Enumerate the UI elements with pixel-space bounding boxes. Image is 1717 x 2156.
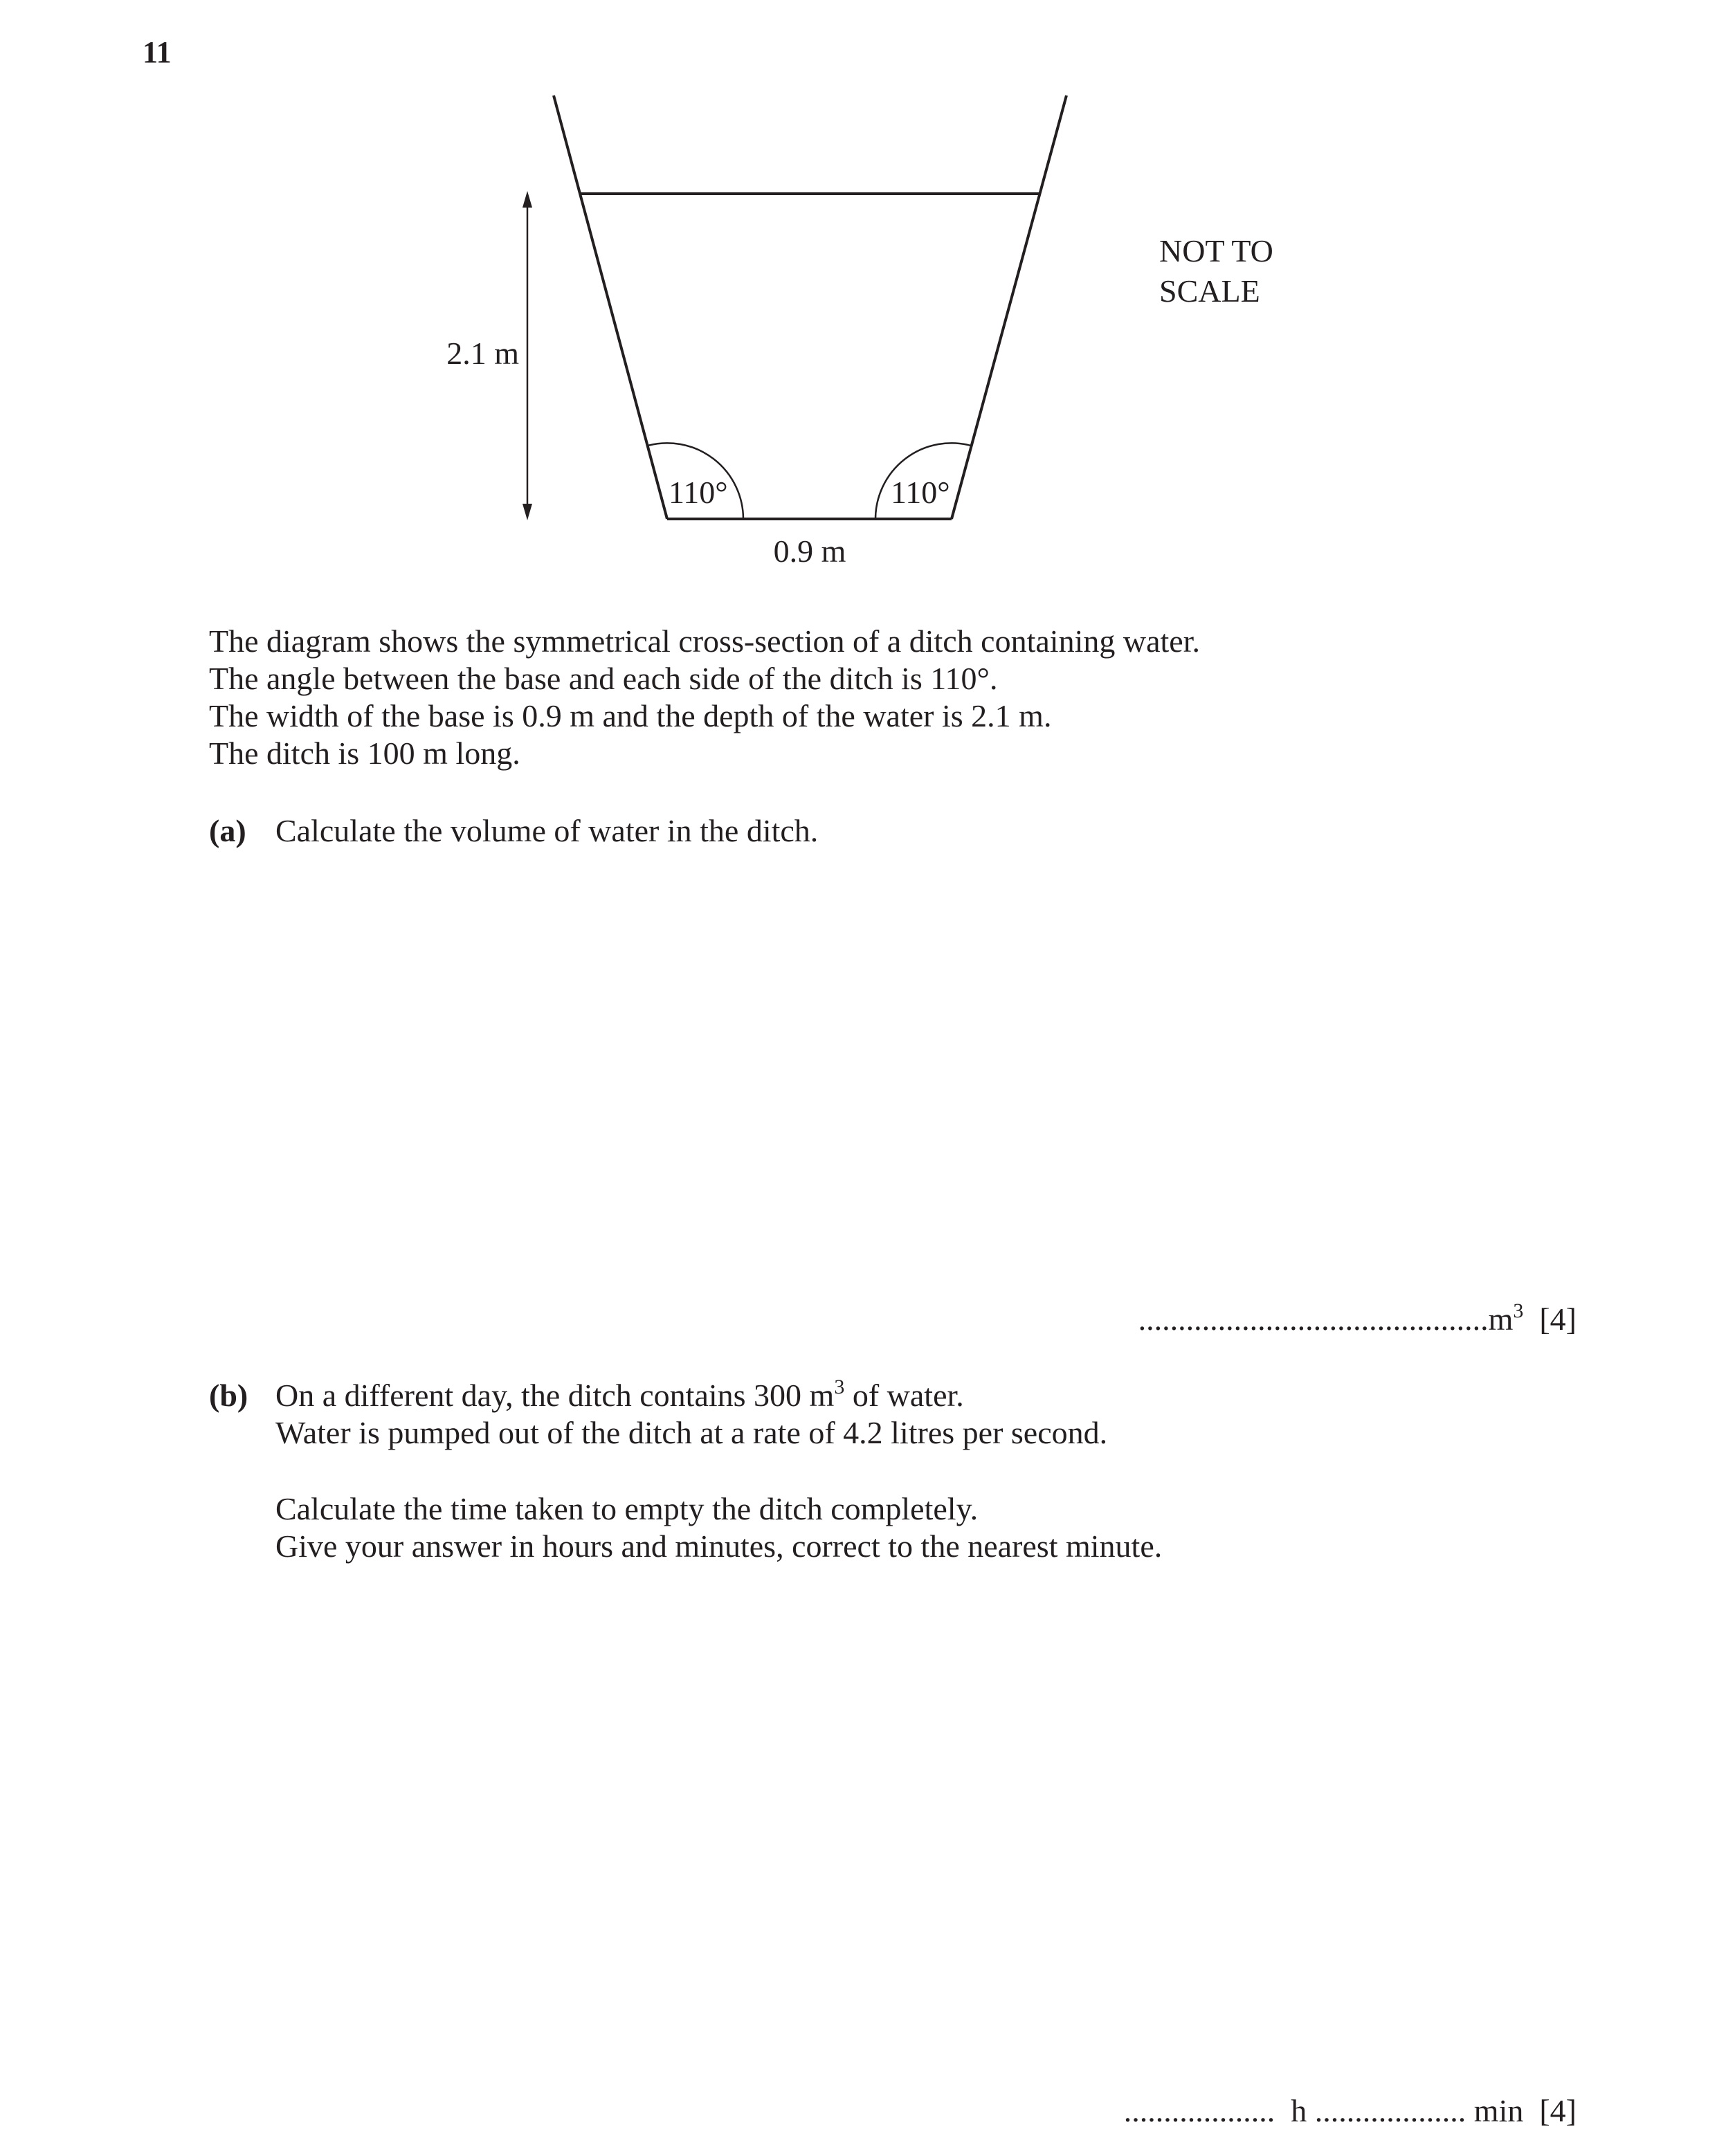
part-b-answer-hours-dots: ................... <box>1123 2093 1275 2128</box>
part-b-line-1: On a different day, the ditch contains 300 m <box>275 1378 835 1413</box>
part-b-line-3: Calculate the time taken to empty the ditch completely. <box>275 1491 979 1526</box>
base-width-label: 0.9 m <box>773 533 846 569</box>
part-b-line-4: Give your answer in hours and minutes, correct to the nearest minute. <box>275 1528 1163 1564</box>
left-angle-label: 110° <box>669 475 728 510</box>
ditch-left-side <box>554 95 667 519</box>
part-b-marks: [4] <box>1539 2093 1577 2128</box>
part-b-question <box>275 1377 1162 1565</box>
part-b-label: (b) <box>209 1378 248 1413</box>
part-a-question: Calculate the volume of water in the ditch. <box>275 813 819 848</box>
depth-dimension-arrow <box>523 191 532 520</box>
part-a-answer-dots: ............................................ <box>1138 1301 1489 1337</box>
part-a-label: (a) <box>209 813 246 848</box>
part-b-line-1-end: of water. <box>844 1378 964 1413</box>
ditch-cross-section-diagram <box>0 0 1717 609</box>
part-a-answer-unit: m <box>1488 1301 1514 1337</box>
intro-line-2: The angle between the base and each side of the ditch is 110°. <box>209 661 998 696</box>
part-b-volume-power: 3 <box>834 1376 845 1398</box>
part-b-answer-minutes-dots: ................... <box>1314 2093 1466 2128</box>
part-b-answer-hours-unit: h <box>1291 2093 1307 2128</box>
intro-line-1: The diagram shows the symmetrical cross-section of a ditch containing water. <box>209 623 1200 659</box>
question-intro <box>209 623 1200 772</box>
part-b-answer-line[interactable] <box>1124 2092 1577 2129</box>
intro-line-3: The width of the base is 0.9 m and the depth of the water is 2.1 m. <box>209 698 1052 733</box>
intro-line-4: The ditch is 100 m long. <box>209 736 520 771</box>
part-a-marks: [4] <box>1539 1301 1577 1337</box>
part-a-answer-unit-power: 3 <box>1513 1299 1524 1322</box>
depth-label: 2.1 m <box>446 336 519 371</box>
part-b-answer-minutes-unit: min <box>1473 2093 1524 2128</box>
ditch-right-side <box>952 95 1066 519</box>
part-a-answer-line[interactable] <box>1138 1301 1577 1337</box>
not-to-scale-note-line2: SCALE <box>1159 273 1260 309</box>
question-number: 11 <box>143 35 172 69</box>
right-angle-label: 110° <box>891 475 950 510</box>
part-b-line-2: Water is pumped out of the ditch at a rate of 4.2 litres per second. <box>275 1415 1108 1450</box>
not-to-scale-note-line1: NOT TO <box>1159 233 1273 268</box>
